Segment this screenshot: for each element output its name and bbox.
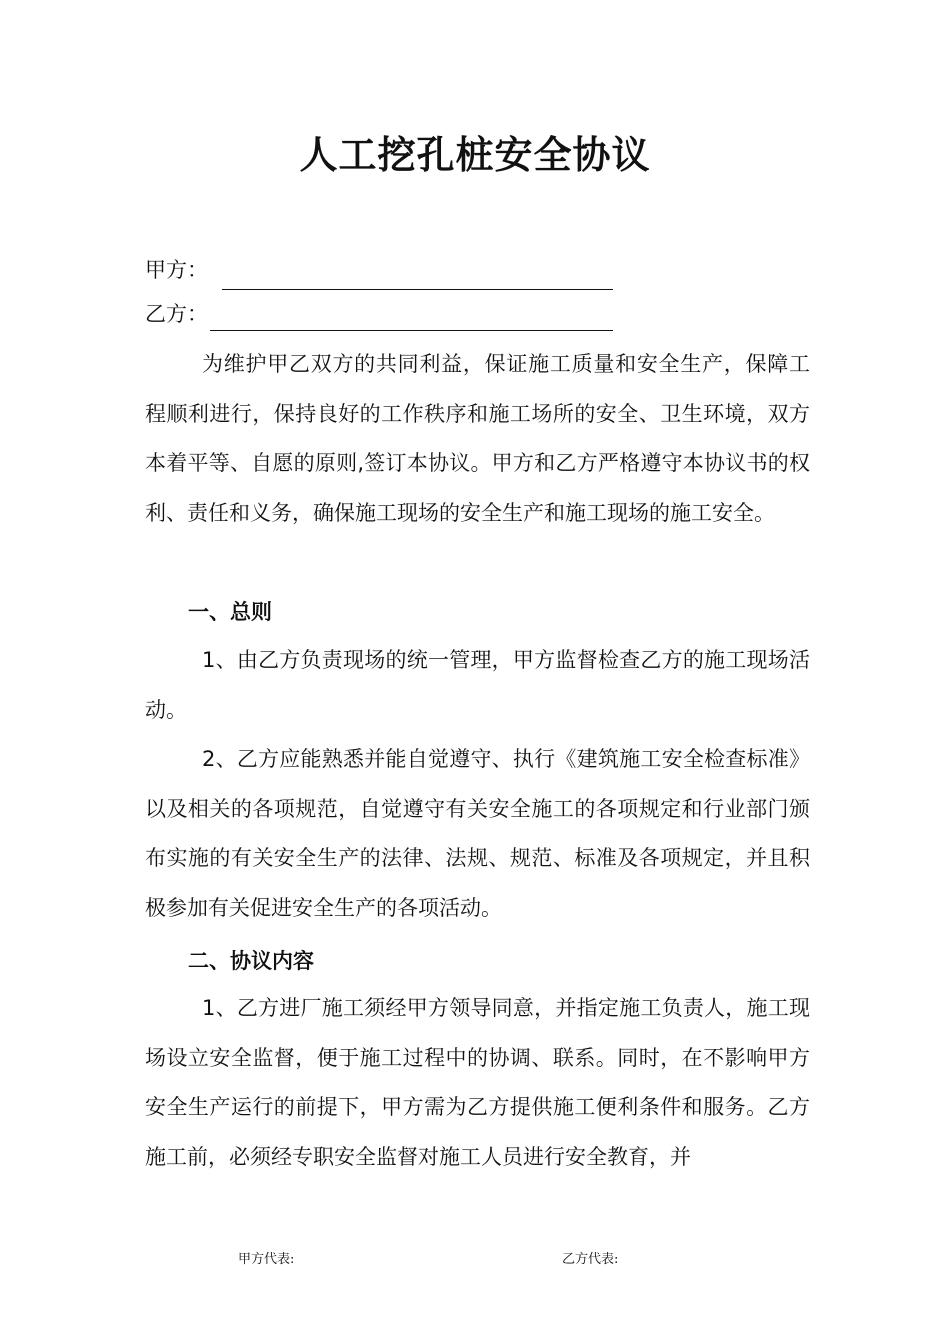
document-title: 人工挖孔桩安全协议 xyxy=(299,133,651,177)
intro-paragraph: 为维护甲乙双方的共同利益，保证施工质量和安全生产，保障工程顺利进行，保持良好的工作秩序和施工场所的安全、卫生环境，双方本着平等、自愿的原则,签订本协议。甲方和乙方严格遵守本协议书的权利、责任和义务，确保施工现场的安全生产和施工现场的施工安全。 xyxy=(145,352,810,525)
party-a-row xyxy=(145,254,208,284)
party-b-row xyxy=(145,298,208,328)
agreement-item-1: 1、乙方进厂施工须经甲方领导同意，并指定施工负责人，施工现场设立安全监督，便于施工过程中的协调、联系。同时，在不影响甲方安全生产运行的前提下，甲方需为乙方提供施工便利条件和服务。乙方施工前，必须经专职安全监督对施工人员进行安全教育，并 xyxy=(145,996,810,1169)
section-heading-general: 一、总则 xyxy=(188,600,272,624)
party-b-representative: 乙方代表: xyxy=(562,1252,619,1267)
section-heading-agreement: 二、协议内容 xyxy=(188,949,314,973)
general-item-2: 2、乙方应能熟悉并能自觉遵守、执行《建筑施工安全检查标准》以及相关的各项规范，自觉遵守有关安全施工的各项规定和行业部门颁布实施的有关安全生产的法律、法规、规范、标准及各项规定，并且积极参加有关促进安全生产的各项活动。 xyxy=(145,747,810,920)
party-a-representative: 甲方代表: xyxy=(238,1252,295,1267)
general-item-1: 1、由乙方负责现场的统一管理，甲方监督检查乙方的施工现场活动。 xyxy=(145,648,810,722)
party-a-signature-line xyxy=(222,289,613,290)
party-a-label: 甲方： xyxy=(145,258,208,282)
party-b-signature-line xyxy=(210,330,613,331)
party-b-label: 乙方： xyxy=(145,302,208,326)
